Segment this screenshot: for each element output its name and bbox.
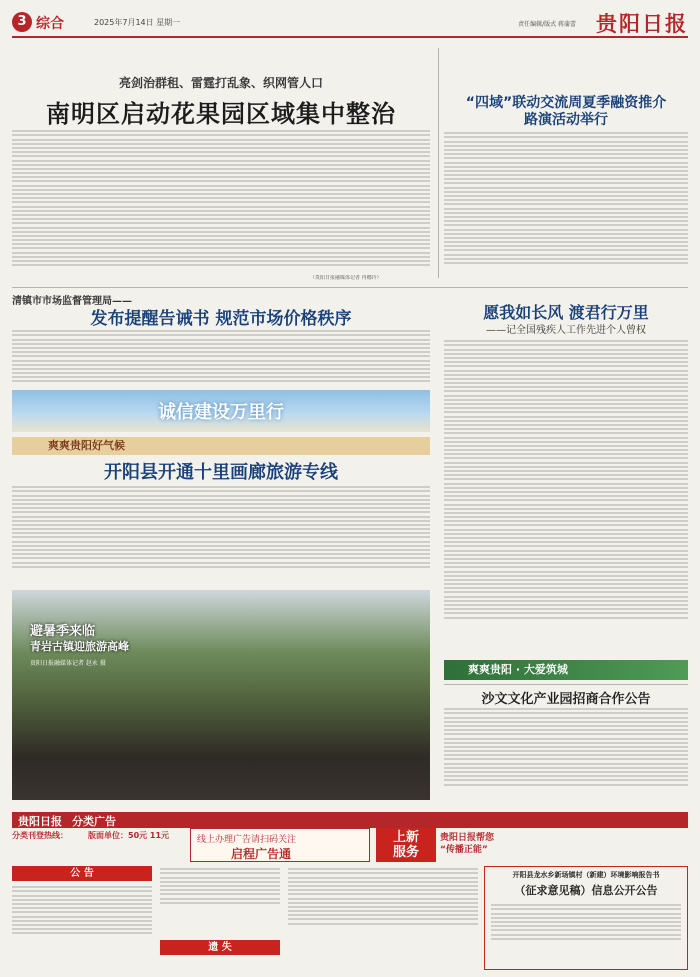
horizontal-rule xyxy=(12,287,688,288)
yuan-subhead: ——记全国残疾人工作先进个人曾权 xyxy=(486,325,646,336)
env-notice-header: 开阳县龙水乡新场镇村（新建）环境影响报告书 xyxy=(512,871,660,879)
phone-label: 分类刊登热线： xyxy=(12,831,68,840)
green-banner xyxy=(444,660,688,680)
issue-date: 2025年7月14日 星期一 xyxy=(94,18,181,27)
classified-brand: 贵阳日报 xyxy=(18,815,62,828)
qingyan-street-photo xyxy=(12,590,430,800)
help-line-2: “传播正能” xyxy=(440,845,488,855)
yuan-headline: 愿我如长风 渡君行万里 xyxy=(483,303,649,322)
kaiyang-headline: 开阳县开通十里画廊旅游专线 xyxy=(104,462,338,483)
announce-body-text xyxy=(12,884,152,966)
decorative-band xyxy=(12,437,430,455)
classified-column-2 xyxy=(160,866,280,936)
column-divider xyxy=(438,48,439,278)
horizontal-rule xyxy=(444,684,688,685)
announce-title: 公 告 xyxy=(12,866,152,881)
env-notice-box xyxy=(484,866,688,970)
qr-promo-sub: 启程广告通 xyxy=(231,847,292,861)
new-service-line2: 服务 xyxy=(392,845,419,860)
main-kicker: 亮剑治群租、雷霆打乱象、织网管人口 xyxy=(118,76,323,90)
qingzhen-kicker: 清镇市市场监督管理局—— xyxy=(12,296,132,307)
yuan-body-text xyxy=(444,338,688,654)
sidao-headline-2: 路演活动举行 xyxy=(524,112,608,128)
editor-credit: 责任编辑/版式 蒋蒲蕾 xyxy=(518,21,576,28)
qingzhen-headline: 发布提醒告诫书 规范市场价格秩序 xyxy=(90,309,352,329)
price-banner: 版面单位：50元 11元 xyxy=(88,831,170,840)
qr-promo[interactable] xyxy=(190,828,370,862)
new-service-badge[interactable] xyxy=(376,828,436,862)
photo-caption-subtitle: 青岩古镇迎旅游高峰 xyxy=(30,640,129,653)
page-number-badge: 3 xyxy=(12,12,32,32)
lost-title: 遗 失 xyxy=(160,940,280,955)
newspaper-logo: 贵阳日报 xyxy=(596,11,688,36)
photo-caption-title: 避暑季来临 xyxy=(30,624,96,639)
masthead xyxy=(12,8,688,38)
main-body-text xyxy=(12,128,430,278)
integrity-banner-text: 诚信建设万里行 xyxy=(158,402,284,423)
classified-column-3 xyxy=(288,866,478,966)
decorative-band-text: 爽爽贵阳好气候 xyxy=(48,439,125,452)
green-banner-text: 爽爽贵阳 · 大爱筑城 xyxy=(468,663,568,676)
qr-promo-line: 线上办理广告请扫码关注 xyxy=(197,835,297,845)
new-service-line1: 上新 xyxy=(392,830,419,845)
main-credit: （贵阳日报融媒体记者 冉娜玲） xyxy=(310,275,382,281)
cultural-body-text xyxy=(444,706,688,802)
kaiyang-body-text xyxy=(12,484,430,584)
main-headline: 南明区启动花果园区域集中整治 xyxy=(46,100,396,128)
help-line-1: 贵阳日报帮您 xyxy=(440,833,495,843)
integrity-banner-image xyxy=(12,390,430,432)
classified-header xyxy=(12,812,688,828)
env-notice-body xyxy=(485,898,687,964)
env-notice-title: （征求意见稿）信息公开公告 xyxy=(514,884,658,897)
sidao-headline-1: “四域”联动交流周夏季融资推介 xyxy=(465,95,667,111)
photo-credit: 贵阳日报融媒体记者 赵永 摄 xyxy=(30,660,106,667)
sidao-body-text xyxy=(444,130,688,278)
cultural-headline: 沙文文化产业园招商合作公告 xyxy=(481,692,651,707)
classified-category: 分类广告 xyxy=(72,815,116,828)
section-name: 综合 xyxy=(36,16,64,32)
qingzhen-body-text xyxy=(12,328,430,388)
